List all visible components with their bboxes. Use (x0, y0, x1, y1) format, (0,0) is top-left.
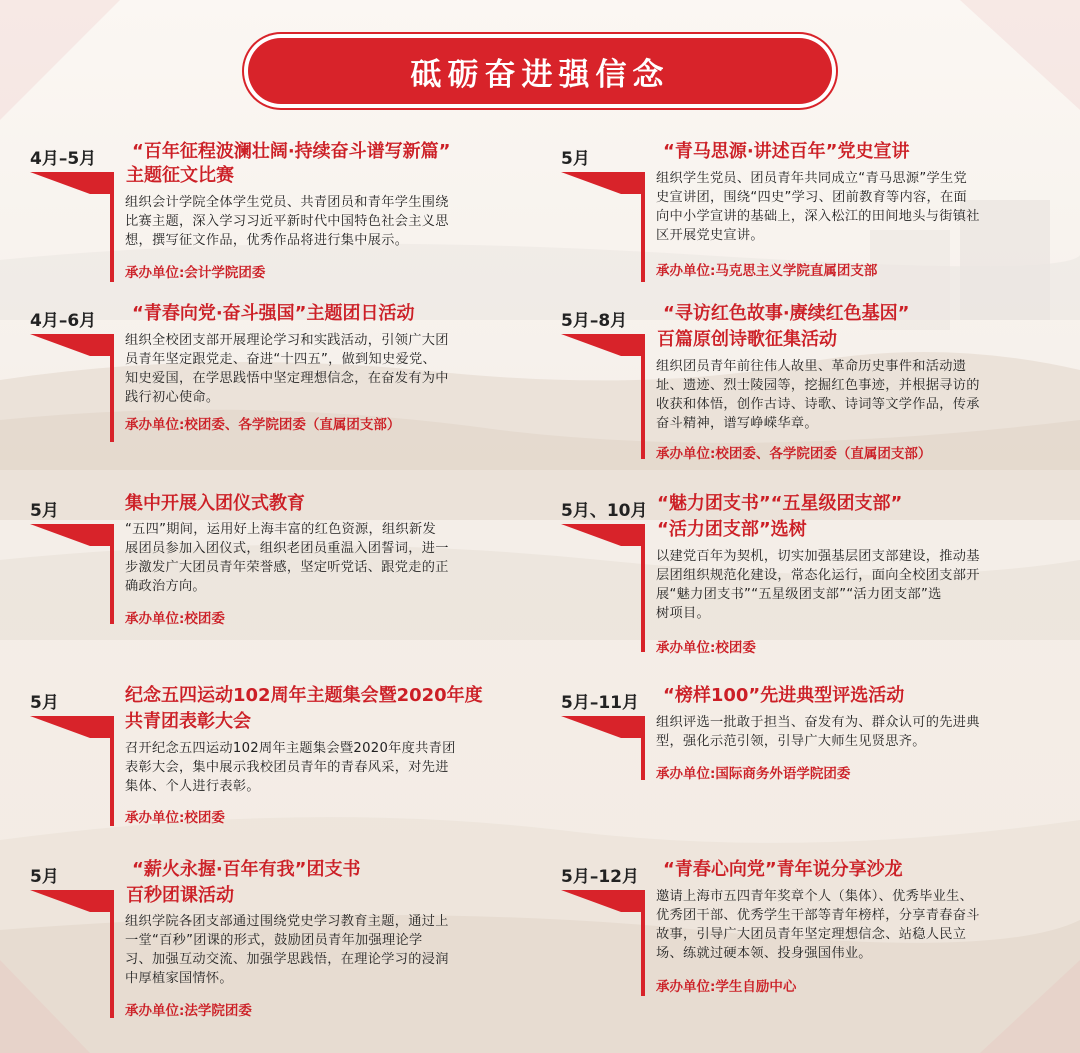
timeline-bar (641, 172, 645, 282)
event-organizer: 承办单位:校团委 (125, 611, 225, 627)
event-organizer: 承办单位:国际商务外语学院团委 (656, 766, 851, 782)
event-date: 5月–8月 (561, 311, 628, 331)
event-description: 组织会计学院全体学生党员、共青团员和青年学生围绕 比赛主题，深入学习习近平新时代中国特色社会主义思 想，撰写征文作品，优秀作品将进行集中展示。 (125, 195, 449, 248)
event-description: 组织团员青年前往伟人故里、革命历史事件和活动遗 址、遗迹、烈士陵园等，挖掘红色事迹，并根据寻访的 收获和体悟，创作古诗、诗歌、诗词等文学作品，传承 奋斗精神，谱写峥嵘华章。 (656, 359, 980, 431)
event-organizer: 承办单位:学生自励中心 (656, 979, 797, 995)
red-flag-icon (561, 890, 645, 912)
timeline-bar (110, 334, 114, 442)
event-date: 5月 (30, 693, 59, 713)
red-flag-icon (561, 334, 645, 356)
event-title: 集中开展入团仪式教育 (125, 493, 305, 514)
event-organizer: 承办单位:校团委 (125, 810, 225, 826)
red-flag-icon (30, 716, 114, 738)
event-date: 5月–12月 (561, 867, 639, 887)
event-title: “青春向党·奋斗强国”主题团日活动 (132, 303, 415, 324)
event-title: 纪念五四运动102周年主题集会暨2020年度 (125, 685, 483, 706)
red-flag-icon (30, 172, 114, 194)
event-title-line2: 百篇原创诗歌征集活动 (657, 329, 837, 350)
event-organizer: 承办单位:校团委、各学院团委（直属团支部） (656, 446, 932, 462)
event-description: 组织学生党员、团员青年共同成立“青马思源”学生党 史宣讲团，围绕“四史”学习、团前教育等内容，在面 向中小学宣讲的基础上，深入松江的田间地头与街镇社 区开展党史宣讲。 (656, 171, 980, 243)
event-title-line2: “活力团支部”选树 (657, 519, 807, 540)
event-title: “榜样100”先进典型评选活动 (663, 685, 905, 706)
timeline-bar (110, 172, 114, 282)
event-organizer: 承办单位:马克思主义学院直属团支部 (656, 263, 878, 279)
event-organizer: 承办单位:会计学院团委 (125, 265, 266, 281)
timeline-bar (641, 716, 645, 780)
red-flag-icon (561, 172, 645, 194)
timeline-bar (110, 890, 114, 1018)
event-date: 5月 (561, 149, 590, 169)
event-description: 组织全校团支部开展理论学习和实践活动，引领广大团 员青年坚定跟党走、奋进“十四五”，做到知史爱党、 知史爱国，在学思践悟中坚定理想信念，在奋发有为中 践行初心使命。 (125, 333, 449, 405)
red-flag-icon (30, 524, 114, 546)
event-title: “青马思源·讲述百年”党史宣讲 (663, 141, 910, 162)
red-flag-icon (30, 334, 114, 356)
event-title-line2: 百秒团课活动 (126, 885, 234, 906)
event-date: 5月–11月 (561, 693, 639, 713)
event-date: 5月 (30, 867, 59, 887)
event-title: “薪火永握·百年有我”团支书 (132, 859, 361, 880)
event-date: 5月 (30, 501, 59, 521)
event-date: 4月–6月 (30, 311, 97, 331)
red-flag-icon (30, 890, 114, 912)
event-title-line2: 主题征文比赛 (126, 165, 234, 186)
event-organizer: 承办单位:校团委 (656, 640, 756, 656)
event-description: 组织学院各团支部通过围绕党史学习教育主题，通过上 一堂“百秒”团课的形式，鼓励团员青年加强理论学 习、加强互动交流、加强学思践悟，在理论学习的浸润 中厚植家国情怀。 (125, 914, 449, 986)
banner-title: 砥砺奋进强信念 (410, 56, 670, 93)
event-title: “青春心向党”青年说分享沙龙 (663, 859, 903, 880)
event-title: “魅力团支书”“五星级团支部” (657, 493, 903, 514)
timeline-bar (641, 524, 645, 652)
event-title-line2: 共青团表彰大会 (125, 711, 251, 732)
timeline-bar (110, 524, 114, 624)
event-date: 4月–5月 (30, 149, 97, 169)
event-title: “寻访红色故事·赓续红色基因” (663, 303, 910, 324)
event-description: 组织评选一批敢于担当、奋发有为、群众认可的先进典 型，强化示范引领，引导广大师生见贤思齐。 (656, 715, 980, 749)
event-date: 5月、10月 (561, 501, 648, 521)
red-flag-icon (561, 524, 645, 546)
event-description: 召开纪念五四运动102周年主题集会暨2020年度共青团 表彰大会，集中展示我校团员青年的青春风采，对先进 集体、个人进行表彰。 (125, 741, 456, 794)
event-organizer: 承办单位:法学院团委 (125, 1003, 252, 1019)
section-banner (248, 38, 832, 104)
event-description: 邀请上海市五四青年奖章个人（集体）、优秀毕业生、 优秀团干部、优秀学生干部等青年榜样，分享青春奋斗 故事，引导广大团员青年坚定理想信念、站稳人民立 场、练就过硬本领、投身强国伟业。 (656, 889, 980, 961)
timeline-bar (641, 334, 645, 459)
event-description: “五四”期间，运用好上海丰富的红色资源，组织新发 展团员参加入团仪式，组织老团员重温入团誓词，进一 步激发广大团员青年荣誉感，坚定听党话、跟党走的正 确政治方向。 (125, 522, 449, 594)
timeline-bar (110, 716, 114, 826)
event-organizer: 承办单位:校团委、各学院团委（直属团支部） (125, 417, 401, 433)
event-title: “百年征程波澜壮阔·持续奋斗谱写新篇” (132, 141, 451, 162)
timeline-bar (641, 890, 645, 996)
red-flag-icon (561, 716, 645, 738)
event-description: 以建党百年为契机，切实加强基层团支部建设，推动基 层团组织规范化建设，常态化运行，面向全校团支部开 展“魅力团支书”“五星级团支部”“活力团支部”选 树项目。 (656, 549, 980, 621)
